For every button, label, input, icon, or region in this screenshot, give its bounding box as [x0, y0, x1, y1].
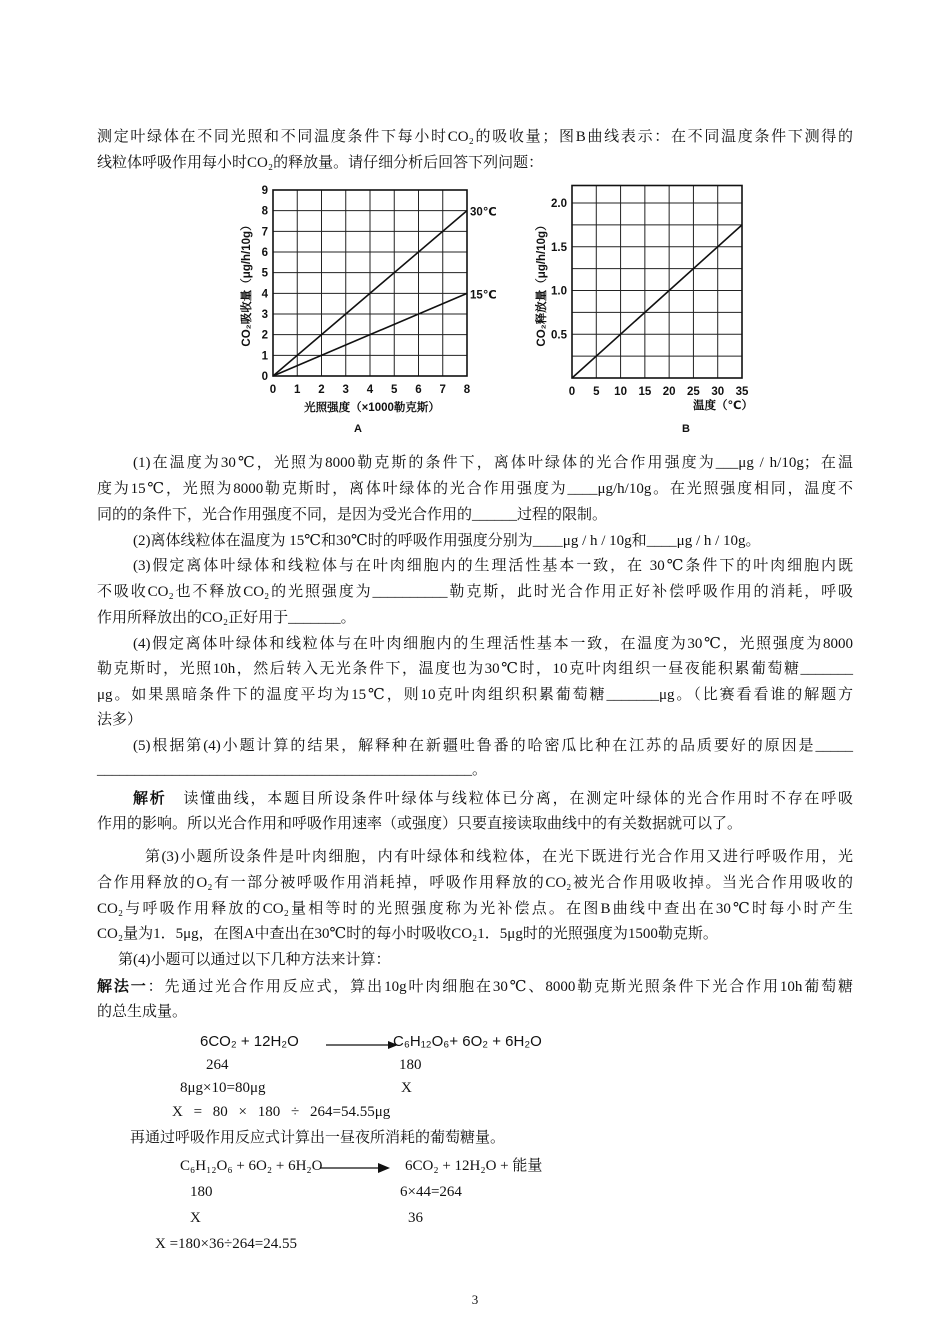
analysis-text: 读懂曲线，本题目所设条件叶绿体与线粒体已分离，在测定叶绿体的光合作用时不存在呼吸 [166, 791, 853, 807]
y-tick-label: 4 [261, 288, 268, 301]
x-tick-label: 8 [463, 384, 471, 396]
intro-line: 线粒体呼吸作用每小时CO₂的释放量。请仔细分析后回答下列问题： [97, 155, 544, 171]
y-tick-label: 3 [261, 309, 268, 321]
chart-b-caption: B [682, 423, 690, 435]
question-3-line: (3)假定离体叶绿体和线粒体与在叶肉细胞内的生理活性基本一致，在 30℃条件下的叶肉细胞内既 [133, 558, 853, 574]
x-tick-label: 20 [662, 386, 676, 398]
equation-2-reactant-mass: 180 [190, 1184, 213, 1200]
chart-b [528, 180, 768, 442]
y-tick-label: 0.5 [551, 329, 567, 342]
question-2-line: (2)离体线粒体在温度为 15℃和30℃时的呼吸作用强度分别为____μg / h / 10g和____μg / h / 10g。 [133, 533, 761, 549]
x-tick-label: 30 [711, 386, 725, 398]
x-tick-label: 25 [687, 386, 700, 398]
question-4-line: (4)假定离体叶绿体和线粒体与在叶肉细胞内的生理活性基本一致，在温度为30℃，光照强度为8000 [133, 636, 853, 652]
question-5-line: __________________________________________________。 [97, 762, 488, 778]
plot-frame [572, 186, 742, 379]
y-tick-label: 0 [261, 371, 268, 383]
chart-a-y-axis-label: CO₂吸收量（μg/h/10g） [241, 219, 253, 347]
x-tick-label: 1 [294, 384, 301, 396]
x-tick-label: 0 [269, 384, 277, 396]
analysis-line: 作用的影响。所以光合作用和呼吸作用速率（或强度）只要直接读取曲线中的有关数据就可以了。 [97, 816, 743, 832]
equation-2-products: 6CO₂ + 12H₂O + 能量 [405, 1158, 543, 1174]
equation-2-product-mass: 6×44=264 [400, 1184, 462, 1200]
chart-a-plot-area [262, 185, 497, 396]
y-tick-label: 5 [261, 267, 268, 280]
chart-a-x-axis-label: 光照强度（×1000勒克斯） [304, 402, 440, 414]
series-label: 15℃ [470, 289, 497, 302]
question-3-line: 不吸收CO₂也不释放CO₂的光照强度为__________勒克斯，此时光合作用正好补偿呼吸作用的消耗，呼吸 [97, 584, 853, 600]
x-tick-label: 4 [366, 384, 374, 396]
y-tick-label: 2.0 [551, 198, 567, 210]
equation-1-result: X = 80 × 180 ÷ 264=54.55μg [172, 1104, 391, 1120]
question-3-line: 作用所释放出的CO₂正好用于_______。 [97, 610, 356, 626]
equation-1-products: C₆H₁₂O₆+ 6O₂ + 6H₂O [393, 1033, 542, 1050]
x-tick-label: 10 [614, 386, 627, 398]
x-tick-label: 15 [638, 386, 652, 398]
series-label: 30℃ [470, 206, 497, 219]
page-number: 3 [471, 1292, 479, 1307]
reaction-arrow [324, 1038, 400, 1052]
series-line-1 [572, 225, 742, 378]
method-one-heading: 解法一 [97, 979, 148, 995]
question-4-line: 勒克斯时，光照10h，然后转入无光条件下，温度也为30℃时，10克叶肉组织一昼夜能积累葡萄糖_______ [97, 661, 853, 677]
equation-2-reactant-amount: X [190, 1210, 201, 1226]
y-tick-label: 8 [261, 205, 268, 218]
arrow-head [378, 1163, 390, 1173]
equation-1-reactant-amount: 8μg×10=80μg [180, 1080, 266, 1096]
bridge-text: 再通过呼吸作用反应式计算出一昼夜所消耗的葡萄糖量。 [130, 1130, 506, 1146]
equation-2-product-amount: 36 [408, 1210, 423, 1226]
chart-a [228, 180, 513, 442]
analysis-line: 合作用释放的O₂有一部分被呼吸作用消耗掉，呼吸作用释放的CO₂被光合作用吸收掉。当光合作用吸收的 [97, 875, 853, 891]
method-one-text: ：先通过光合作用反应式，算出10g叶肉细胞在30℃、8000勒克斯光照条件下光合作用10h葡萄糖 [147, 979, 853, 995]
y-tick-label: 6 [261, 247, 268, 259]
chart-b-plot-area [551, 186, 749, 399]
analysis-line: CO₂与呼吸作用释放的CO₂量相等时的光照强度称为光补偿点。在图B曲线中查出在30℃时每小时产生 [97, 901, 853, 917]
method-one-line: 的总生成量。 [97, 1004, 188, 1020]
x-tick-label: 7 [439, 384, 446, 396]
equation-2-result: X =180×36÷264=24.55 [155, 1236, 297, 1252]
equation-1-product-amount: X [401, 1080, 412, 1096]
chart-b-y-axis-label: CO₂释放量（μg/h/10g） [536, 219, 548, 347]
method-one-line [97, 976, 853, 998]
analysis-line [133, 788, 853, 810]
chart-a-caption: A [354, 423, 362, 435]
x-tick-label: 35 [735, 386, 749, 398]
analysis-heading: 解析 [133, 791, 167, 807]
y-tick-label: 2 [261, 329, 268, 342]
question-1-line: 度为15℃，光照为8000勒克斯时，离体叶绿体的光合作用强度为____μg/h/10g。在光照强度相同，温度不 [97, 481, 853, 497]
reaction-arrow [318, 1161, 392, 1175]
equation-1-reactants: 6CO₂ + 12H₂O [200, 1033, 299, 1050]
x-tick-label: 6 [415, 384, 422, 396]
y-tick-label: 1.5 [551, 241, 567, 254]
question-1-line: 同的的条件下，光合作用强度不同，是因为受光合作用的______过程的限制。 [97, 507, 608, 523]
x-tick-label: 3 [342, 384, 349, 396]
question-5-line: (5)根据第(4)小题计算的结果，解释种在新疆吐鲁番的哈密瓜比种在江苏的品质要好的原因是_____ [133, 738, 853, 754]
chart-b-x-axis-label: 温度（℃） [693, 400, 753, 412]
analysis-line: 第(4)小题可以通过以下几种方法来计算： [118, 952, 391, 968]
y-tick-label: 7 [261, 226, 268, 239]
question-4-line: μg。如果黑暗条件下的温度平均为15℃，则10克叶肉组织积累葡萄糖_______μg。（比赛看看谁的解题方 [97, 687, 853, 703]
equation-1-product-mass: 180 [399, 1057, 422, 1073]
equation-1-reactant-mass: 264 [206, 1057, 229, 1073]
analysis-line: CO₂量为1．5μg，在图A中查出在30℃时的每小时吸收CO₂1．5μg时的光照强度为1500勒克斯。 [97, 926, 718, 942]
y-tick-label: 9 [261, 185, 268, 197]
x-tick-label: 5 [593, 386, 600, 398]
question-1-line: (1)在温度为30℃，光照为8000勒克斯的条件下，离体叶绿体的光合作用强度为___μg / h/10g；在温 [133, 455, 853, 471]
y-tick-label: 1.0 [551, 285, 567, 298]
analysis-line: 第(3)小题所设条件是叶肉细胞，内有叶绿体和线粒体，在光下既进行光合作用又进行呼吸作用，光 [145, 849, 853, 865]
x-tick-label: 0 [568, 386, 576, 398]
y-tick-label: 1 [261, 350, 268, 363]
equation-2-reactants: C₆H₁₂O₆ + 6O₂ + 6H₂O [180, 1158, 323, 1174]
x-tick-label: 2 [318, 384, 325, 396]
x-tick-label: 5 [391, 384, 398, 396]
question-4-line: 法多） [97, 712, 143, 728]
intro-line: 测定叶绿体在不同光照和不同温度条件下每小时CO₂的吸收量；图B曲线表示：在不同温度条件下测得的 [97, 129, 853, 145]
